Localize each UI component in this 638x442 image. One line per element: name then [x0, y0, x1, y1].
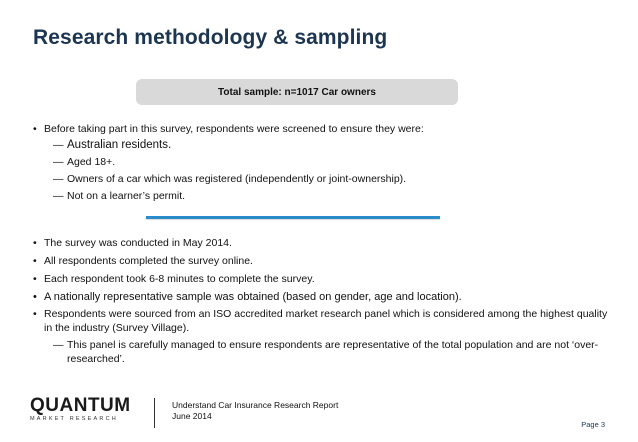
list-item	[33, 122, 603, 136]
list-item	[33, 307, 608, 335]
sub-item	[33, 155, 603, 169]
logo-tagline: MARKET RESEARCH	[30, 416, 118, 422]
logo-wordmark: QUANTUM	[30, 395, 131, 416]
screening-section	[33, 122, 603, 206]
bullet-text: A nationally representative sample was obtained (based on gender, age and location).	[44, 291, 462, 303]
bullet-text: All respondents completed the survey online.	[44, 255, 253, 267]
bullet-text: Respondents were sourced from an ISO accredited market research panel which is considered among the highest quality in the industry (Survey Village).	[44, 308, 608, 334]
bullet-marker: •	[33, 123, 37, 135]
bullet-text: The survey was conducted in May 2014.	[44, 237, 232, 249]
bullet-marker: •	[33, 291, 37, 303]
bullet-marker: •	[33, 237, 37, 249]
report-date: June 2014	[172, 411, 212, 421]
dash-marker: —	[53, 339, 64, 351]
quantum-logo	[30, 396, 131, 422]
list-item	[33, 290, 608, 304]
footer-report-info	[172, 400, 338, 422]
report-title: Understand Car Insurance Research Report	[172, 400, 339, 410]
bullet-marker: •	[33, 273, 37, 285]
list-item	[33, 272, 608, 286]
bullet-marker: •	[33, 308, 37, 320]
sub-item	[33, 138, 603, 152]
sub-text: Not on a learner’s permit.	[67, 190, 186, 202]
sub-text: Aged 18+.	[67, 156, 116, 168]
section-divider	[146, 216, 440, 219]
dash-marker: —	[53, 156, 64, 168]
bullet-text: Before taking part in this survey, respondents were screened to ensure they were:	[44, 123, 424, 135]
sub-item	[33, 189, 603, 203]
bullet-text: Each respondent took 6-8 minutes to complete the survey.	[44, 273, 315, 285]
sub-text: Australian residents.	[67, 139, 172, 151]
survey-details-section	[33, 236, 608, 369]
list-item	[33, 254, 608, 268]
dash-marker: —	[53, 173, 64, 185]
sub-item	[33, 338, 608, 366]
sub-item	[33, 172, 603, 186]
bullet-marker: •	[33, 255, 37, 267]
sub-text: This panel is carefully managed to ensure respondents are representative of the total population and are not ‘over-researched’.	[67, 339, 599, 365]
sample-size-text: Total sample: n=1017 Car owners	[218, 86, 376, 98]
sample-size-box	[136, 79, 458, 105]
sub-text: Owners of a car which was registered (independently or joint-ownership).	[67, 173, 407, 185]
page-number: Page 3	[581, 420, 605, 429]
footer-separator	[154, 398, 155, 428]
dash-marker: —	[53, 190, 64, 202]
page-title: Research methodology & sampling	[33, 26, 388, 49]
list-item	[33, 236, 608, 250]
dash-marker: —	[53, 139, 64, 151]
